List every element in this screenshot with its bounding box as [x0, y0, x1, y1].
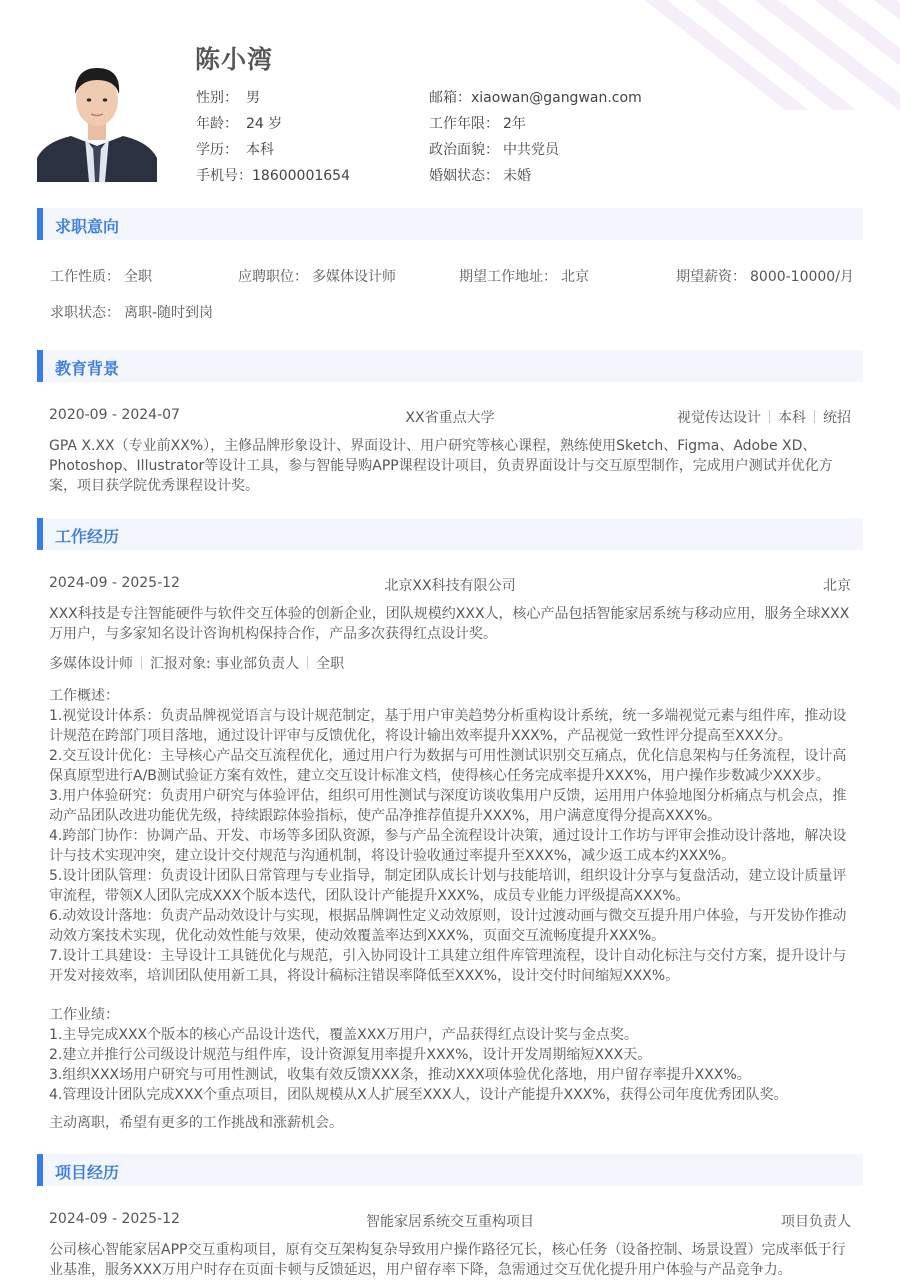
email-label: 邮箱：: [429, 90, 471, 106]
project-period: 2024-09 - 2025-12: [49, 1211, 180, 1227]
intent-position-label: 应聘职位：: [238, 269, 308, 285]
age-value: 24 岁: [246, 116, 283, 132]
divider: [141, 656, 142, 669]
work-period: 2024-09 - 2025-12: [49, 575, 180, 591]
achievement-item: 2.建立并推行公司级设计规范与组件库，设计资源复用率提升XXX%，设计开发周期缩短XXX天。: [49, 1047, 652, 1063]
education-value: 本科: [246, 142, 274, 158]
intent-salary-value: 8000-10000/月: [750, 269, 854, 285]
work-role: 多媒体设计师: [49, 656, 133, 672]
age-label: 年龄：: [196, 116, 238, 132]
intent-location: [459, 266, 589, 286]
education-meta: [677, 407, 851, 427]
age-row: [196, 113, 282, 133]
section-accent-bar: [37, 1154, 43, 1186]
work-jobtype: 全职: [316, 656, 345, 672]
education-label: 学历：: [196, 142, 238, 158]
education-period: 2020-09 - 2024-07: [49, 407, 180, 423]
intent-position-value: 多媒体设计师: [312, 269, 396, 285]
overview-item: 7.设计工具建设：主导设计工具链优化与规范，引入协同设计工具建立组件库管理流程，设计自动化标注与交付方案，提升设计与开发对接效率，培训团队使用新工具，将设计稿标注错误率降低至XXX%，设计交付时间缩短XXX%。: [49, 948, 847, 984]
intent-status-value: 离职-随时到岗: [124, 305, 214, 321]
section-work: [37, 518, 863, 550]
divider: [814, 410, 815, 423]
section-title: 求职意向: [55, 217, 120, 236]
company-description: XXX科技是专注智能硬件与软件交互体验的创新企业，团队规模约XXX人，核心产品包括智能家居系统与移动应用，服务全球XXX万用户，与多家知名设计咨询机构保持合作，产品多次获得红点设计奖。: [49, 606, 850, 642]
years-row: [429, 113, 526, 133]
overview-item: 5.设计团队管理：负责设计团队日常管理与专业指导，制定团队成长计划与技能培训，组织设计分享与复盘活动，建立设计质量评审流程，带领X人团队完成XXX个版本迭代，团队设计产能提升XXX%，成员专业能力评级提高XXX%。: [49, 868, 847, 904]
section-education: [37, 350, 863, 382]
intent-nature: [50, 266, 152, 286]
avatar: [37, 50, 157, 182]
work-overview: [49, 686, 854, 986]
work-company: 北京XX科技有限公司: [384, 578, 516, 594]
overview-item: 1.视觉设计体系：负责品牌视觉语言与设计规范制定，基于用户审美趋势分析重构设计系统，统一多端视觉元素与组件库，推动设计规范在跨部门项目落地，通过设计评审与反馈优化，将设计输出效率提升XXX%，产品视觉一致性评分提高至XXX分。: [49, 708, 847, 744]
section-title: 项目经历: [55, 1163, 120, 1182]
education-description: GPA X.XX（专业前XX%），主修品牌形象设计、界面设计、用户研究等核心课程，熟练使用Sketch、Figma、Adobe XD、Photoshop、Illustrator等设计工具，参与智能导购APP课程设计项目，负责界面设计与交互原型制作，完成用户测试并优化方案，项目获学院优秀课程设计奖。: [49, 438, 833, 494]
achievement-item: 4.管理设计团队完成XXX个重点项目，团队规模从X人扩展至XXX人，设计产能提升XXX%，获得公司年度优秀团队奖。: [49, 1087, 788, 1103]
education-school: XX省重点大学: [405, 410, 495, 426]
education-major: 视觉传达设计: [677, 410, 761, 426]
gender-label: 性别：: [196, 90, 238, 106]
phone-row: [196, 165, 350, 185]
section-accent-bar: [37, 350, 43, 382]
divider: [307, 656, 308, 669]
politics-value: 中共党员: [503, 142, 559, 158]
section-project: [37, 1154, 863, 1186]
marital-row: [429, 165, 531, 185]
section-accent-bar: [37, 208, 43, 240]
section-title: 工作经历: [55, 527, 120, 546]
project-description: 公司核心智能家居APP交互重构项目，原有交互架构复杂导致用户操作路径冗长，核心任务（设备控制、场景设置）完成率低于行业基准，服务XXX万用户时存在页面卡顿与反馈延迟，用户留存率下降，急需通过交互优化提升用户体验与产品竞争力。: [49, 1242, 846, 1278]
achievement-item: 1.主导完成XXX个版本的核心产品设计迭代，覆盖XXX万用户，产品获得红点设计奖与金点奖。: [49, 1027, 638, 1043]
overview-item: 3.用户体验研究：负责用户研究与体验评估，组织可用性测试与深度访谈收集用户反馈，运用用户体验地图分析痛点与机会点，推动产品团队改进功能优先级，持续跟踪体验指标，使产品净推荐值提升XXX%，用户满意度得分提高XXX%。: [49, 788, 847, 824]
work-achievements: [49, 1005, 854, 1105]
overview-item: 6.动效设计落地：负责产品动效设计与实现，根据品牌调性定义动效原则，设计过渡动画与微交互提升用户体验，与开发协作推动动效方案技术实现，优化动效性能与效果，使动效覆盖率达到XXX%，页面交互流畅度提升XXX%。: [49, 908, 847, 944]
intent-status-label: 求职状态：: [50, 305, 120, 321]
intent-salary: [676, 266, 854, 286]
email-row: [429, 87, 642, 107]
candidate-name: 陈小湾: [195, 45, 274, 74]
intent-salary-label: 期望薪资：: [676, 269, 746, 285]
education-type: 统招: [823, 410, 851, 426]
intent-location-value: 北京: [561, 269, 589, 285]
work-meta: [49, 653, 344, 673]
work-city: 北京: [823, 578, 851, 594]
phone-label: 手机号：: [196, 168, 252, 184]
intent-status: [50, 302, 213, 322]
intent-nature-label: 工作性质：: [50, 269, 120, 285]
education-degree: 本科: [778, 410, 806, 426]
achievement-item: 3.组织XXX场用户研究与可用性测试，收集有效反馈XXX条，推动XXX项体验优化落地，用户留存率提升XXX%。: [49, 1067, 751, 1083]
years-value: 2年: [503, 116, 526, 132]
overview-item: 4.跨部门协作：协调产品、开发、市场等多团队资源，参与产品全流程设计决策，通过设计工作坊与评审会推动设计落地，解决设计与技术实现冲突，建立设计交付规范与沟通机制，将设计验收通过率提升至XXX%，减少返工成本约XXX%。: [49, 828, 847, 864]
section-title: 教育背景: [55, 359, 120, 378]
section-accent-bar: [37, 518, 43, 550]
leave-reason: 主动离职，希望有更多的工作挑战和涨薪机会。: [49, 1115, 343, 1131]
education-row: [196, 139, 274, 159]
intent-location-label: 期望工作地址：: [459, 269, 557, 285]
work-report: 汇报对象: 事业部负责人: [150, 656, 300, 672]
project-name: 智能家居系统交互重构项目: [366, 1214, 534, 1230]
intent-position: [238, 266, 396, 286]
section-job-intent: [37, 208, 863, 240]
gender-row: [196, 87, 260, 107]
marital-label: 婚姻状态：: [429, 168, 499, 184]
overview-title: 工作概述：: [49, 688, 119, 704]
overview-item: 2.交互设计优化：主导核心产品交互流程优化，通过用户行为数据与可用性测试识别交互痛点，优化信息架构与任务流程，设计高保真原型进行A/B测试验证方案有效性，建立交互设计标准文档，使得核心任务完成率提升XXX%，用户操作步数减少XXX步。: [49, 748, 847, 784]
achievements-title: 工作业绩：: [49, 1007, 119, 1023]
politics-label: 政治面貌：: [429, 142, 499, 158]
divider: [769, 410, 770, 423]
gender-value: 男: [246, 90, 260, 106]
phone-value: 18600001654: [252, 168, 350, 184]
politics-row: [429, 139, 559, 159]
intent-nature-value: 全职: [124, 269, 152, 285]
project-role: 项目负责人: [781, 1214, 851, 1230]
email-value: xiaowan@gangwan.com: [471, 90, 642, 106]
marital-value: 未婚: [503, 168, 531, 184]
years-label: 工作年限：: [429, 116, 499, 132]
